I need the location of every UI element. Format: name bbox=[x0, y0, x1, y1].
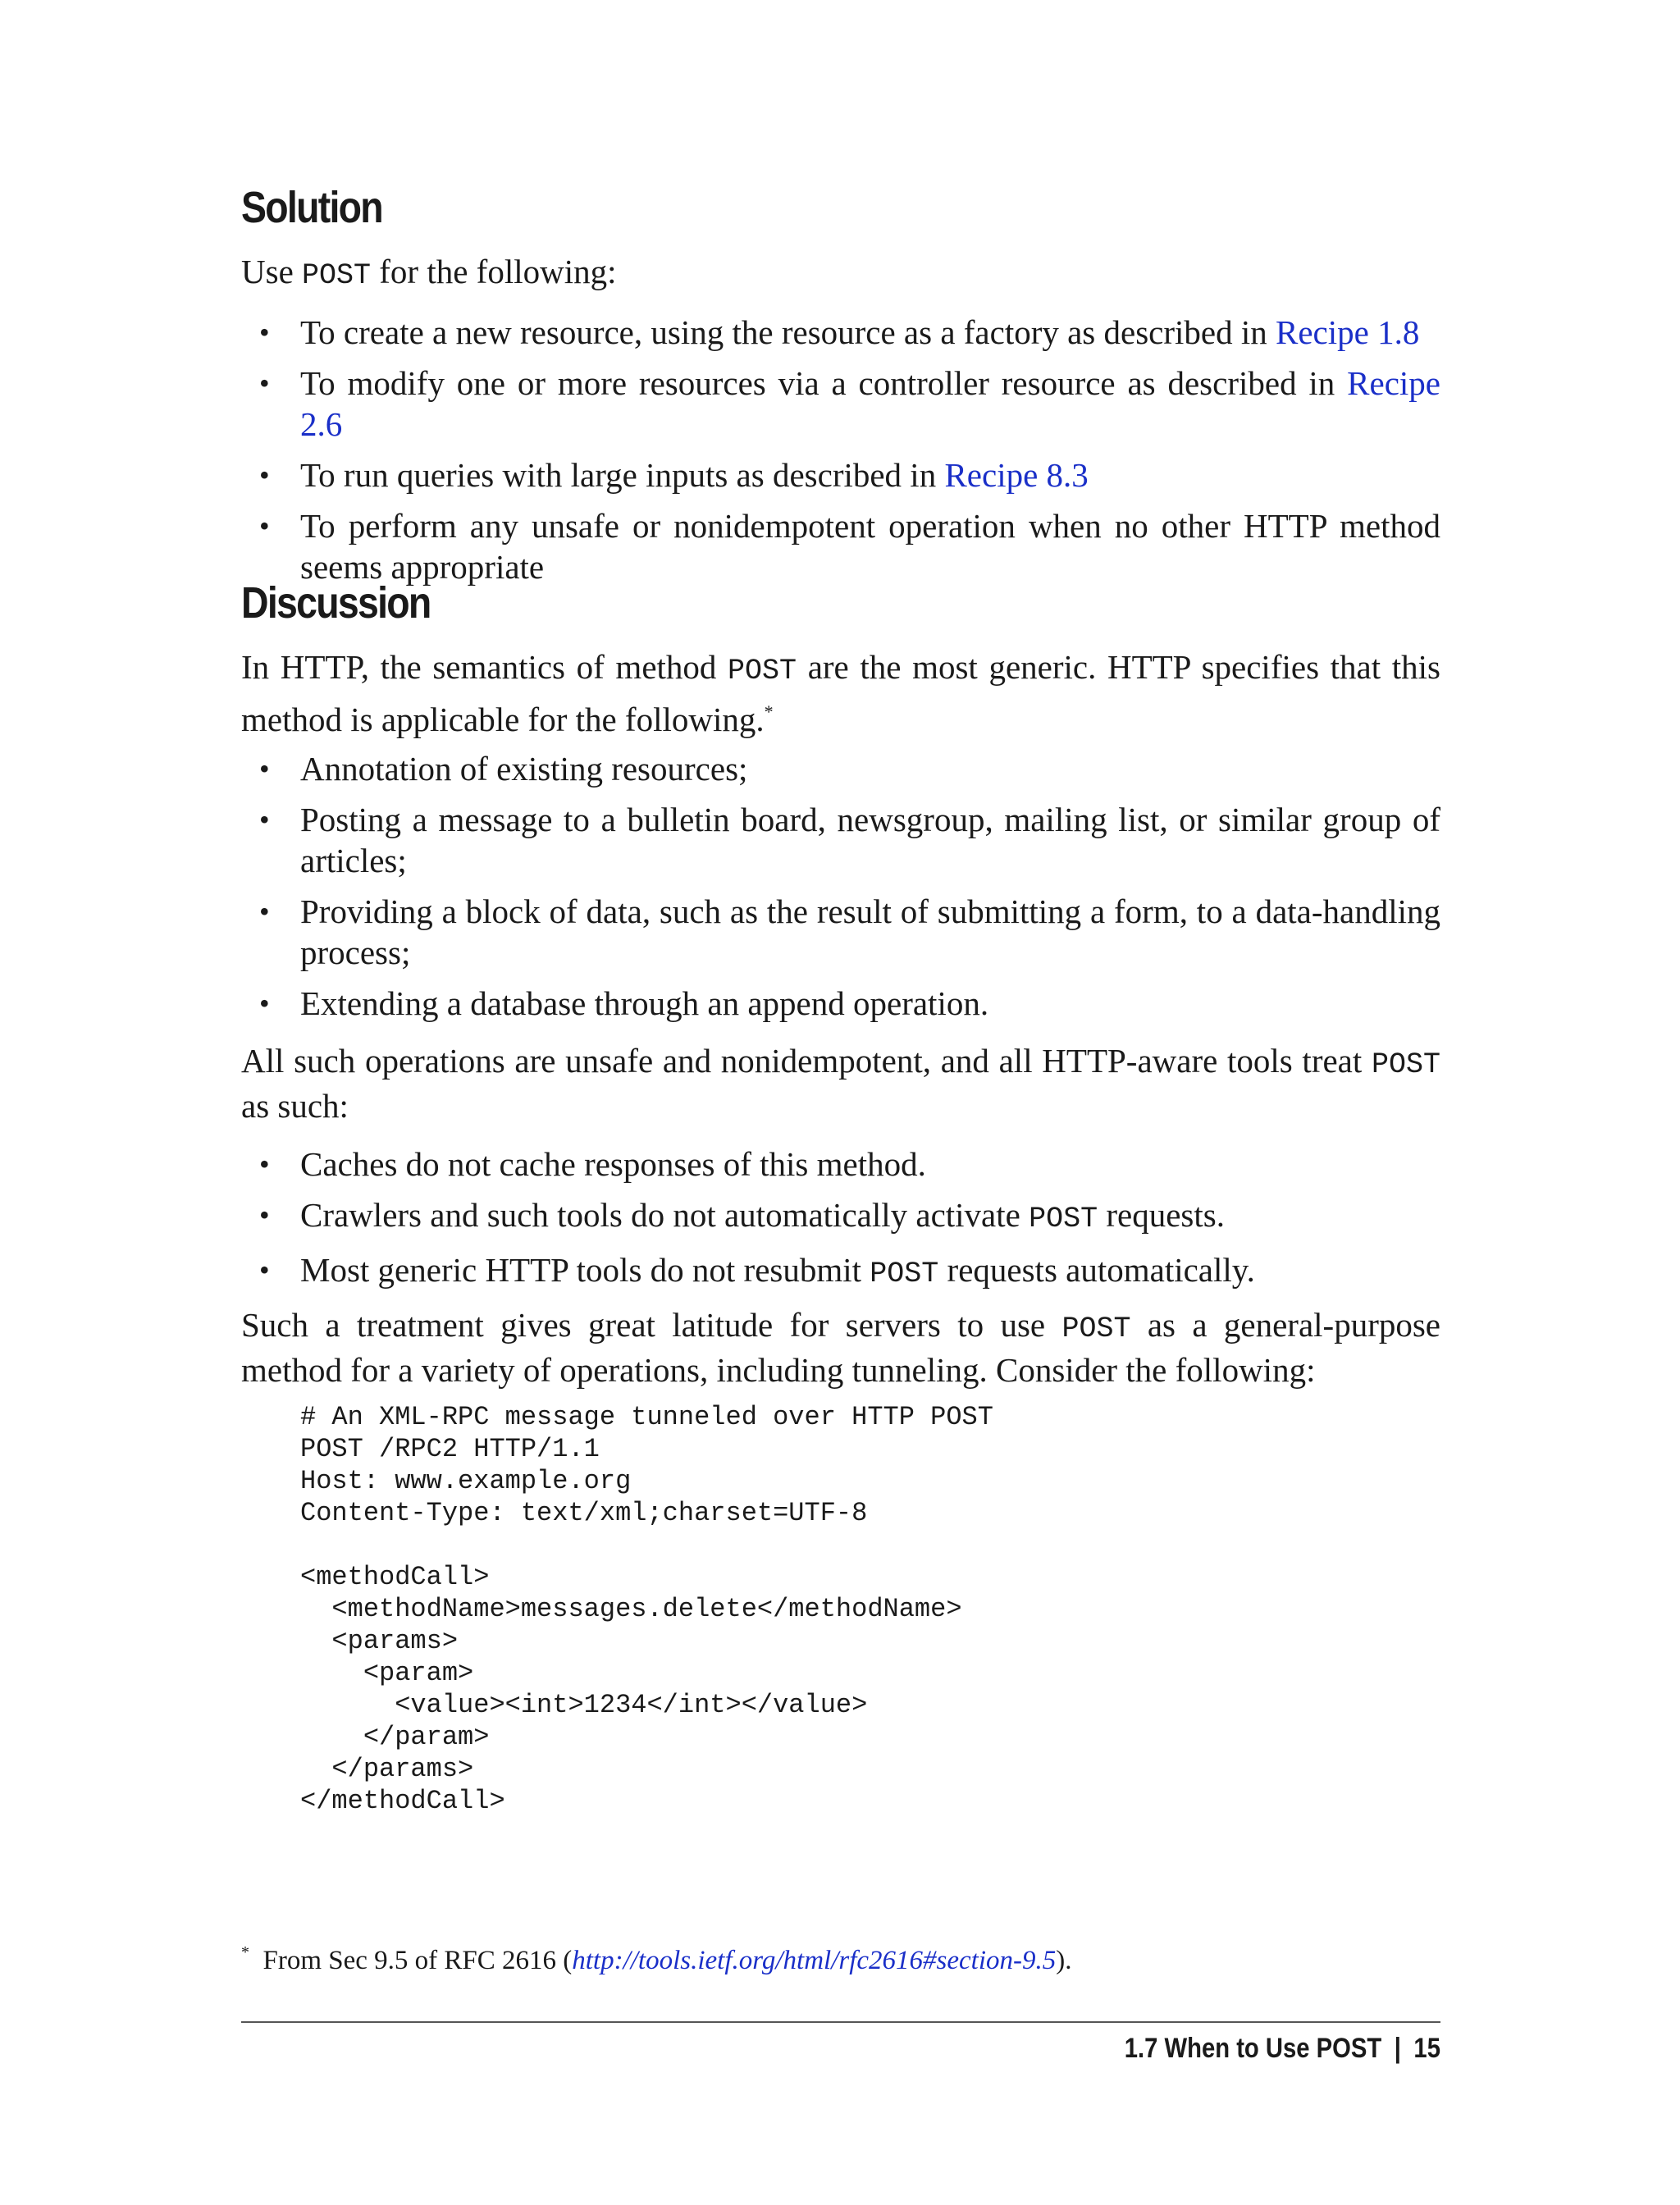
discussion-paragraph-3: Such a treatment gives great latitude for servers to use POST as a general-purpose method for a variety of operations, including tunneling. Consider the following: bbox=[241, 1306, 1440, 1389]
bullet-icon: • bbox=[259, 987, 270, 1020]
bullet-icon: • bbox=[259, 1198, 270, 1231]
list-item: • To modify one or more resources via a controller resource as described in Recipe 2.6 bbox=[259, 364, 1440, 443]
list-item: • To create a new resource, using the resource as a factory as described in Recipe 1.8 bbox=[259, 313, 1420, 351]
list-item: • Annotation of existing resources; bbox=[259, 750, 748, 788]
discussion-paragraph-1: In HTTP, the semantics of method POST are the most generic. HTTP specifies that this method is applicable for the following.* bbox=[241, 648, 1440, 738]
footnote-link[interactable]: http://tools.ietf.org/html/rfc2616#section-9.5 bbox=[572, 1946, 1057, 1975]
bullet-icon: • bbox=[259, 459, 270, 491]
footnote: * From Sec 9.5 of RFC 2616 (http://tools.ietf.org/html/rfc2616#section-9.5). bbox=[241, 1943, 1072, 1975]
discussion-bullet-list-1 bbox=[241, 748, 1440, 1034]
list-item: • To perform any unsafe or nonidempotent operation when no other HTTP method seems appropriate bbox=[259, 507, 1440, 586]
list-item: • Crawlers and such tools do not automatically activate POST requests. bbox=[259, 1196, 1225, 1235]
bullet-icon: • bbox=[259, 316, 270, 349]
bullet-icon: • bbox=[259, 1253, 270, 1286]
solution-intro-pre: Use bbox=[241, 253, 303, 290]
solution-bullet-list bbox=[241, 312, 1440, 597]
solution-heading: Solution bbox=[241, 183, 382, 232]
recipe-link[interactable]: Recipe 8.3 bbox=[944, 456, 1089, 494]
bullet-icon: • bbox=[259, 1148, 270, 1180]
bullet-icon: • bbox=[259, 752, 270, 785]
footer-section-title: 1.7 When to Use POST bbox=[1124, 2033, 1382, 2064]
page-number: 15 bbox=[1413, 2033, 1440, 2064]
recipe-link[interactable]: Recipe 2.6 bbox=[300, 364, 1440, 443]
bullet-icon: • bbox=[259, 895, 270, 928]
list-item: • Posting a message to a bulletin board, newsgroup, mailing list, or similar group of articles; bbox=[259, 801, 1440, 879]
list-item: • Most generic HTTP tools do not resubmit POST requests automatically. bbox=[259, 1251, 1255, 1290]
list-item: • To run queries with large inputs as described in Recipe 8.3 bbox=[259, 456, 1089, 494]
bullet-icon: • bbox=[259, 803, 270, 836]
list-item: • Providing a block of data, such as the result of submitting a form, to a data-handling process; bbox=[259, 892, 1440, 971]
solution-intro bbox=[241, 251, 1440, 296]
recipe-link[interactable]: Recipe 1.8 bbox=[1276, 313, 1420, 351]
solution-intro-code: POST bbox=[302, 259, 372, 292]
bullet-icon: • bbox=[259, 367, 270, 399]
list-item: • Caches do not cache responses of this method. bbox=[259, 1145, 926, 1183]
code-block: # An XML-RPC message tunneled over HTTP POST POST /RPC2 HTTP/1.1 Host: www.example.org Content-Type: text/xml;charset=UTF-8 <methodCall> <methodName>messages.delete</methodName> <params> <param> <value><int>1234</int></value> </param> </params> </methodCall> bbox=[300, 1402, 993, 1816]
list-item: • Extending a database through an append operation. bbox=[259, 984, 989, 1022]
page-footer bbox=[1125, 2033, 1440, 2065]
bullet-icon: • bbox=[259, 509, 270, 542]
footnote-mark: * bbox=[241, 1943, 249, 1961]
discussion-paragraph-2: All such operations are unsafe and nonidempotent, and all HTTP-aware tools treat POST as such: bbox=[241, 1042, 1440, 1125]
footer-divider bbox=[241, 2021, 1440, 2023]
discussion-heading: Discussion bbox=[241, 578, 431, 628]
solution-intro-post: for the following: bbox=[371, 253, 617, 290]
footnote-ref[interactable]: * bbox=[764, 701, 774, 722]
footer-separator: | bbox=[1394, 2033, 1401, 2064]
discussion-bullet-list-2 bbox=[241, 1144, 1440, 1304]
